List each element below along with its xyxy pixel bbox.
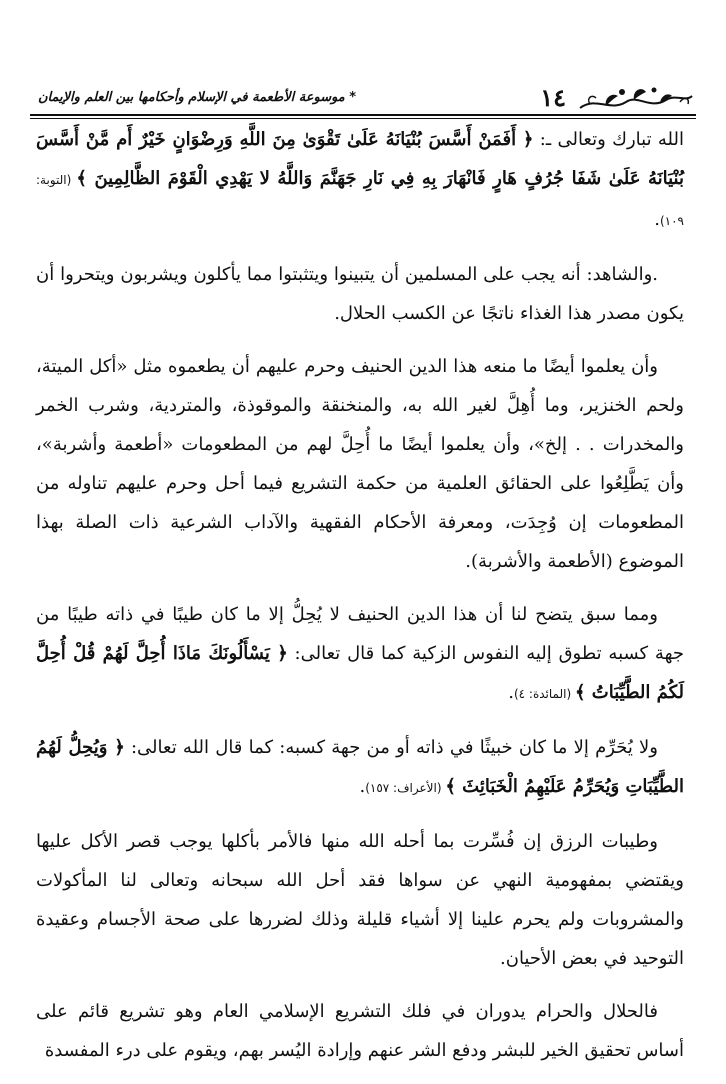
quran-verse-maidah: ﴿ يَسْأَلُونَكَ مَاذَا أُحِلَّ لَهُمْ قُلْ أُحِلَّ لَكُمُ الطَّيِّبَاتُ ﴾ bbox=[36, 643, 684, 703]
header-rule-thin bbox=[30, 118, 696, 119]
quran-verse-tawbah: ﴿ أَفَمَنْ أَسَّسَ بُنْيَانَهُ عَلَىٰ تَقْوَىٰ مِنَ اللَّهِ وَرِضْوَانٍ خَيْرٌ أَم مَّنْ أَسَّسَ بُنْيَانَهُ عَلَىٰ شَفَا جُرُفٍ هَارٍ فَانْهَارَ بِهِ فِي نَارِ جَهَنَّمَ وَاللَّهُ لا يَهْدِي الْقَوْمَ الظَّالِمِينَ ﴾ bbox=[36, 129, 684, 189]
paragraph-6: وطيبات الرزق إن فُسِّرت بما أحله الله منها فالأمر بأكلها يوجب قصر الأكل عليها ويقتضي بمفهومية النهي عن سواها فقد أحل الله سبحانه وتعالى لنا المأكولات والمشروبات ولم يحرم علينا إلا أشياء قليلة وذلك لضررها على صحة الأجسام وعقيدة التوحيد في بعض الأحيان. bbox=[36, 831, 684, 969]
page-header bbox=[30, 84, 696, 118]
paragraph-4 bbox=[36, 595, 684, 714]
page-body bbox=[36, 120, 684, 1084]
quran-verse-araf: ﴿ وَيُحِلُّ لَهُمُ الطَّيِّبَاتِ وَيُحَرِّمُ عَلَيْهِمُ الْخَبَائِثَ ﴾ bbox=[36, 737, 684, 797]
paragraph-1-end: . bbox=[654, 209, 660, 230]
verse-citation-tawbah: (التوبة: ١٠٩) bbox=[36, 173, 684, 228]
paragraph-1 bbox=[36, 120, 684, 241]
paragraph-7: فالحلال والحرام يدوران في فلك التشريع الإسلامي العام وهو تشريع قائم على أساس تحقيق الخير للبشر ودفع الشر عنهم وإرادة اليُسر بهم، ويقوم على درء المفسدة bbox=[36, 1001, 684, 1061]
paragraph-4-text: ومما سبق يتضح لنا أن هذا الدين الحنيف لا يُحِلُّ إلا ما كان طيبًا في ذاته طيبًا من جهة كسبه تطوق إليه النفوس الزكية كما قال تعالى: bbox=[36, 604, 684, 664]
paragraph-2: .والشاهد: أنه يجب على المسلمين أن يتبينوا ويتثبتوا مما يأكلون ويشربون ويتحروا أن يكون مصدر هذا الغذاء ناتجًا عن الكسب الحلال. bbox=[36, 264, 684, 324]
verse-citation-araf: (الأعراف: ١٥٧) bbox=[365, 781, 446, 795]
header-rule bbox=[30, 114, 696, 116]
paragraph-1-intro: الله تبارك وتعالى ـ: bbox=[533, 129, 684, 150]
paragraph-5 bbox=[36, 728, 684, 808]
running-title: * موسوعة الأطعمة في الإسلام وأحكامها بين العلم والإيمان bbox=[38, 90, 357, 105]
floral-ornament-icon bbox=[576, 82, 696, 116]
paragraph-5-end: . bbox=[359, 776, 366, 797]
verse-citation-maidah: (المائدة: ٤) bbox=[513, 687, 575, 701]
paragraph-3: وأن يعلموا أيضًا ما منعه هذا الدين الحنيف وحرم عليهم أن يطعموه مثل «أكل الميتة، ولحم الخنزير، وما أُهِلَّ لغير الله به، والمنخنقة والموقوذة، والمتردية، وشرب الخمر والمخدرات . . إلخ»، وأن يعلموا أيضًا ما أُحِلَّ لهم من المطعومات «أطعمة وأشربة»، وأن يَطَّلِعُوا على الحقائق العلمية من حكمة التشريع فيما أحل وحرم عليهم تناوله من المطعومات إن وُجِدَت، ومعرفة الأحكام الفقهية والآداب الشرعية ذات الصلة بهذا الموضوع (الأطعمة والأشربة). bbox=[36, 356, 684, 572]
paragraph-4-end: . bbox=[508, 682, 514, 703]
paragraph-5-text: ولا يُحَرِّم إلا ما كان خبيثًا في ذاته أو من جهة كسبه: كما قال الله تعالى: bbox=[124, 737, 659, 758]
page-number: ١٤ bbox=[540, 83, 566, 112]
